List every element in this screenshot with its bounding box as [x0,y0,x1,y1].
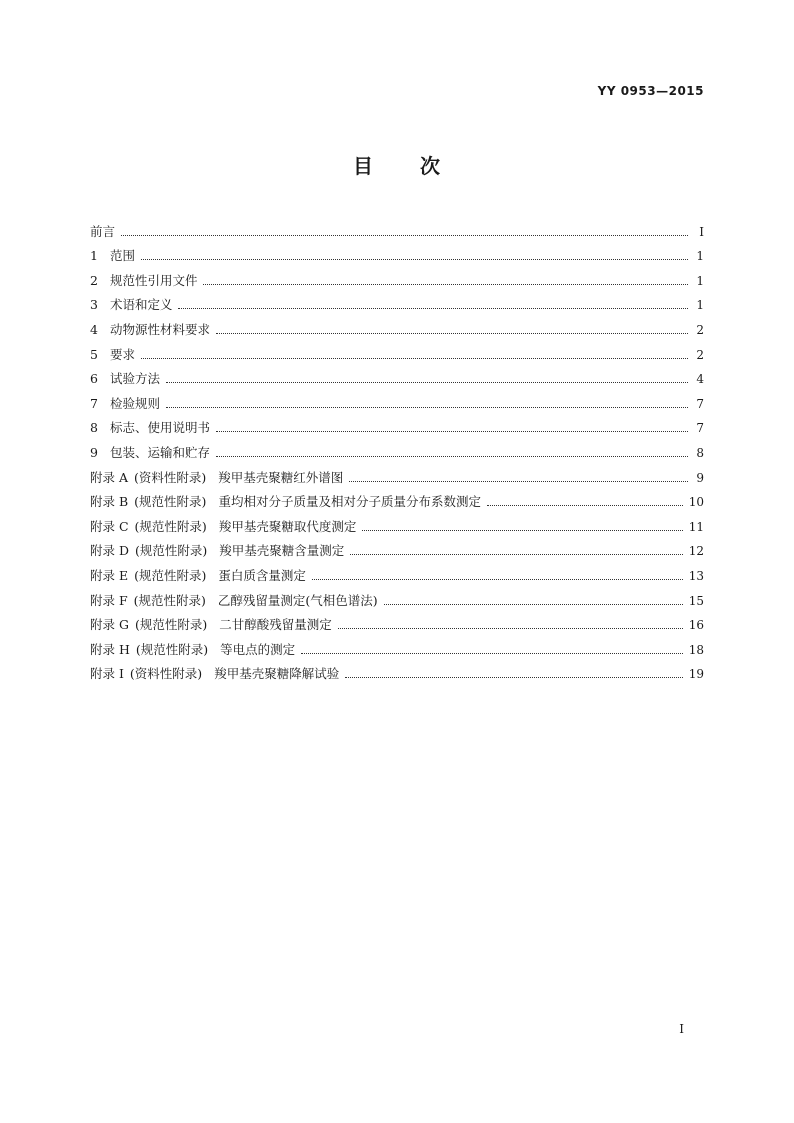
toc-leader-dots [141,259,688,260]
toc-entry-number: 2 [90,272,98,288]
toc-leader-dots [178,308,688,309]
toc-entry-annex-type: (规范性附录) [134,617,208,633]
toc-leader-dots [216,456,688,457]
toc-entry-page: 10 [688,495,704,510]
toc-entry-title: 前言 [90,223,116,239]
toc-leader-dots [362,530,682,531]
toc-leader-dots [141,358,688,359]
toc-entry-page: 15 [688,593,704,608]
toc-entry-page: 1 [696,298,704,313]
toc-entry-annex: 附录 H [90,641,130,657]
toc-entry[interactable] [90,387,704,412]
toc-entry-title: 羧甲基壳聚糖取代度测定 [218,518,357,534]
toc-leader-dots [203,284,688,285]
page-number: Ⅰ [679,1022,684,1036]
toc-entry-annex-type: (资料性附录) [129,666,203,682]
toc-entry-annex-type: (规范性附录) [135,641,209,657]
toc-leader-dots [166,382,688,383]
toc-entry-annex: 附录 F [90,592,128,608]
toc-entry-annex: 附录 A [90,469,129,485]
toc-entry-annex: 附录 G [90,617,129,633]
toc-leader-dots [166,407,688,408]
toc-entry-page: 9 [696,470,704,485]
toc-entry-title: 动物源性材料要求 [109,321,210,337]
toc-entry-number: 6 [90,371,98,387]
toc-entry-label [90,273,197,289]
toc-entry-label [90,224,115,240]
toc-entry-label [90,593,378,609]
toc-entry-label [90,322,210,338]
toc-entry-annex-type: (资料性附录) [134,469,207,485]
toc-leader-dots [384,604,683,605]
toc-entry[interactable] [90,338,704,363]
toc-entry-label [90,470,343,486]
toc-entry-title: 羧甲基壳聚糖含量测定 [219,543,345,559]
toc-entry-annex-type: (规范性附录) [134,518,207,534]
toc-entry[interactable] [90,461,704,486]
toc-entry-label [90,666,339,682]
toc-leader-dots [301,653,683,654]
toc-entry[interactable] [90,264,704,289]
toc-entry-number: 7 [90,395,98,411]
toc-entry-title: 术语和定义 [109,297,173,313]
toc-leader-dots [121,235,688,236]
toc-entry-page: 18 [688,642,704,657]
toc-entry[interactable] [90,215,704,240]
toc-entry-title: 要求 [109,346,135,362]
toc-entry-page: 2 [696,322,704,337]
toc-entry-annex-type: (规范性附录) [134,494,207,510]
toc-entry-number: 5 [90,346,98,362]
toc-entry-page: 4 [696,372,704,387]
toc-leader-dots [312,579,683,580]
toc-entry[interactable] [90,584,704,609]
toc-entry[interactable] [90,535,704,560]
toc-entry[interactable] [90,486,704,511]
toc-entry-title: 重均相对分子质量及相对分子质量分布系数测定 [218,494,481,510]
table-of-contents [90,215,704,682]
toc-entry-annex: 附录 D [90,543,129,559]
toc-title-char: 目 [353,154,374,178]
toc-entry-label [90,617,332,633]
toc-entry-label [90,642,295,658]
toc-entry-title: 包装、运输和贮存 [109,444,210,460]
toc-entry-annex-type: (规范性附录) [135,543,208,559]
toc-entry[interactable] [90,510,704,535]
toc-entry-page: 11 [688,519,704,534]
toc-entry-label [90,494,481,510]
toc-leader-dots [216,333,688,334]
toc-entry-page: Ⅰ [699,224,704,239]
toc-leader-dots [350,554,682,555]
toc-entry-number: 8 [90,420,98,436]
toc-entry-title: 二甘醇酸残留量测定 [219,617,332,633]
toc-entry-title: 羧甲基壳聚糖降解试验 [214,666,340,682]
toc-entry-title: 规范性引用文件 [109,272,198,288]
toc-entry-label [90,519,356,535]
toc-entry[interactable] [90,658,704,683]
toc-entry-annex: 附录 B [90,494,129,510]
toc-entry-title: 范围 [109,248,135,264]
toc-entry-number: 9 [90,444,98,460]
toc-entry-number: 3 [90,297,98,313]
toc-entry-title: 标志、使用说明书 [109,420,210,436]
toc-entry-page: 8 [696,445,704,460]
toc-entry-title: 羧甲基壳聚糖红外谱图 [218,469,344,485]
toc-entry-label [90,420,210,436]
toc-entry-page: 7 [696,421,704,436]
toc-leader-dots [349,481,688,482]
toc-entry[interactable] [90,313,704,338]
toc-entry[interactable] [90,289,704,314]
toc-entry-page: 12 [688,544,704,559]
toc-entry-page: 2 [696,347,704,362]
toc-title-char: 次 [420,154,441,178]
toc-entry-page: 13 [688,568,704,583]
toc-entry[interactable] [90,633,704,658]
toc-entry-title: 蛋白质含量测定 [218,567,306,583]
toc-entry-label [90,297,172,313]
toc-entry-number: 1 [90,248,98,264]
toc-entry[interactable] [90,363,704,388]
toc-entry[interactable] [90,609,704,634]
toc-entry-page: 16 [688,618,704,633]
toc-leader-dots [487,505,683,506]
toc-entry-page: 19 [688,667,704,682]
toc-entry-annex: 附录 C [90,518,129,534]
toc-entry-title: 检验规则 [109,395,160,411]
toc-entry-label [90,543,344,559]
toc-entry-title: 乙醇残留量测定(气相色谱法) [217,592,378,608]
toc-entry-label [90,445,210,461]
standard-code: YY 0953—2015 [597,84,704,98]
toc-entry-label [90,568,306,584]
toc-entry-page: 1 [696,273,704,288]
toc-entry[interactable] [90,240,704,265]
toc-entry-annex-type: (规范性附录) [133,592,206,608]
toc-entry-annex-type: (规范性附录) [134,567,207,583]
toc-entry-title: 试验方法 [109,371,160,387]
toc-leader-dots [345,677,683,678]
toc-entry[interactable] [90,559,704,584]
toc-entry-page: 1 [696,249,704,264]
toc-entry-title: 等电点的测定 [220,641,296,657]
toc-title [0,150,794,179]
toc-entry-label [90,396,160,412]
toc-entry[interactable] [90,436,704,461]
toc-entry-label [90,371,160,387]
toc-leader-dots [216,431,688,432]
toc-entry-label [90,248,135,264]
toc-entry[interactable] [90,412,704,437]
toc-entry-label [90,347,135,363]
toc-entry-annex: 附录 E [90,567,129,583]
toc-entry-number: 4 [90,321,98,337]
toc-leader-dots [338,628,683,629]
toc-entry-page: 7 [696,396,704,411]
toc-entry-annex: 附录 I [90,666,124,682]
